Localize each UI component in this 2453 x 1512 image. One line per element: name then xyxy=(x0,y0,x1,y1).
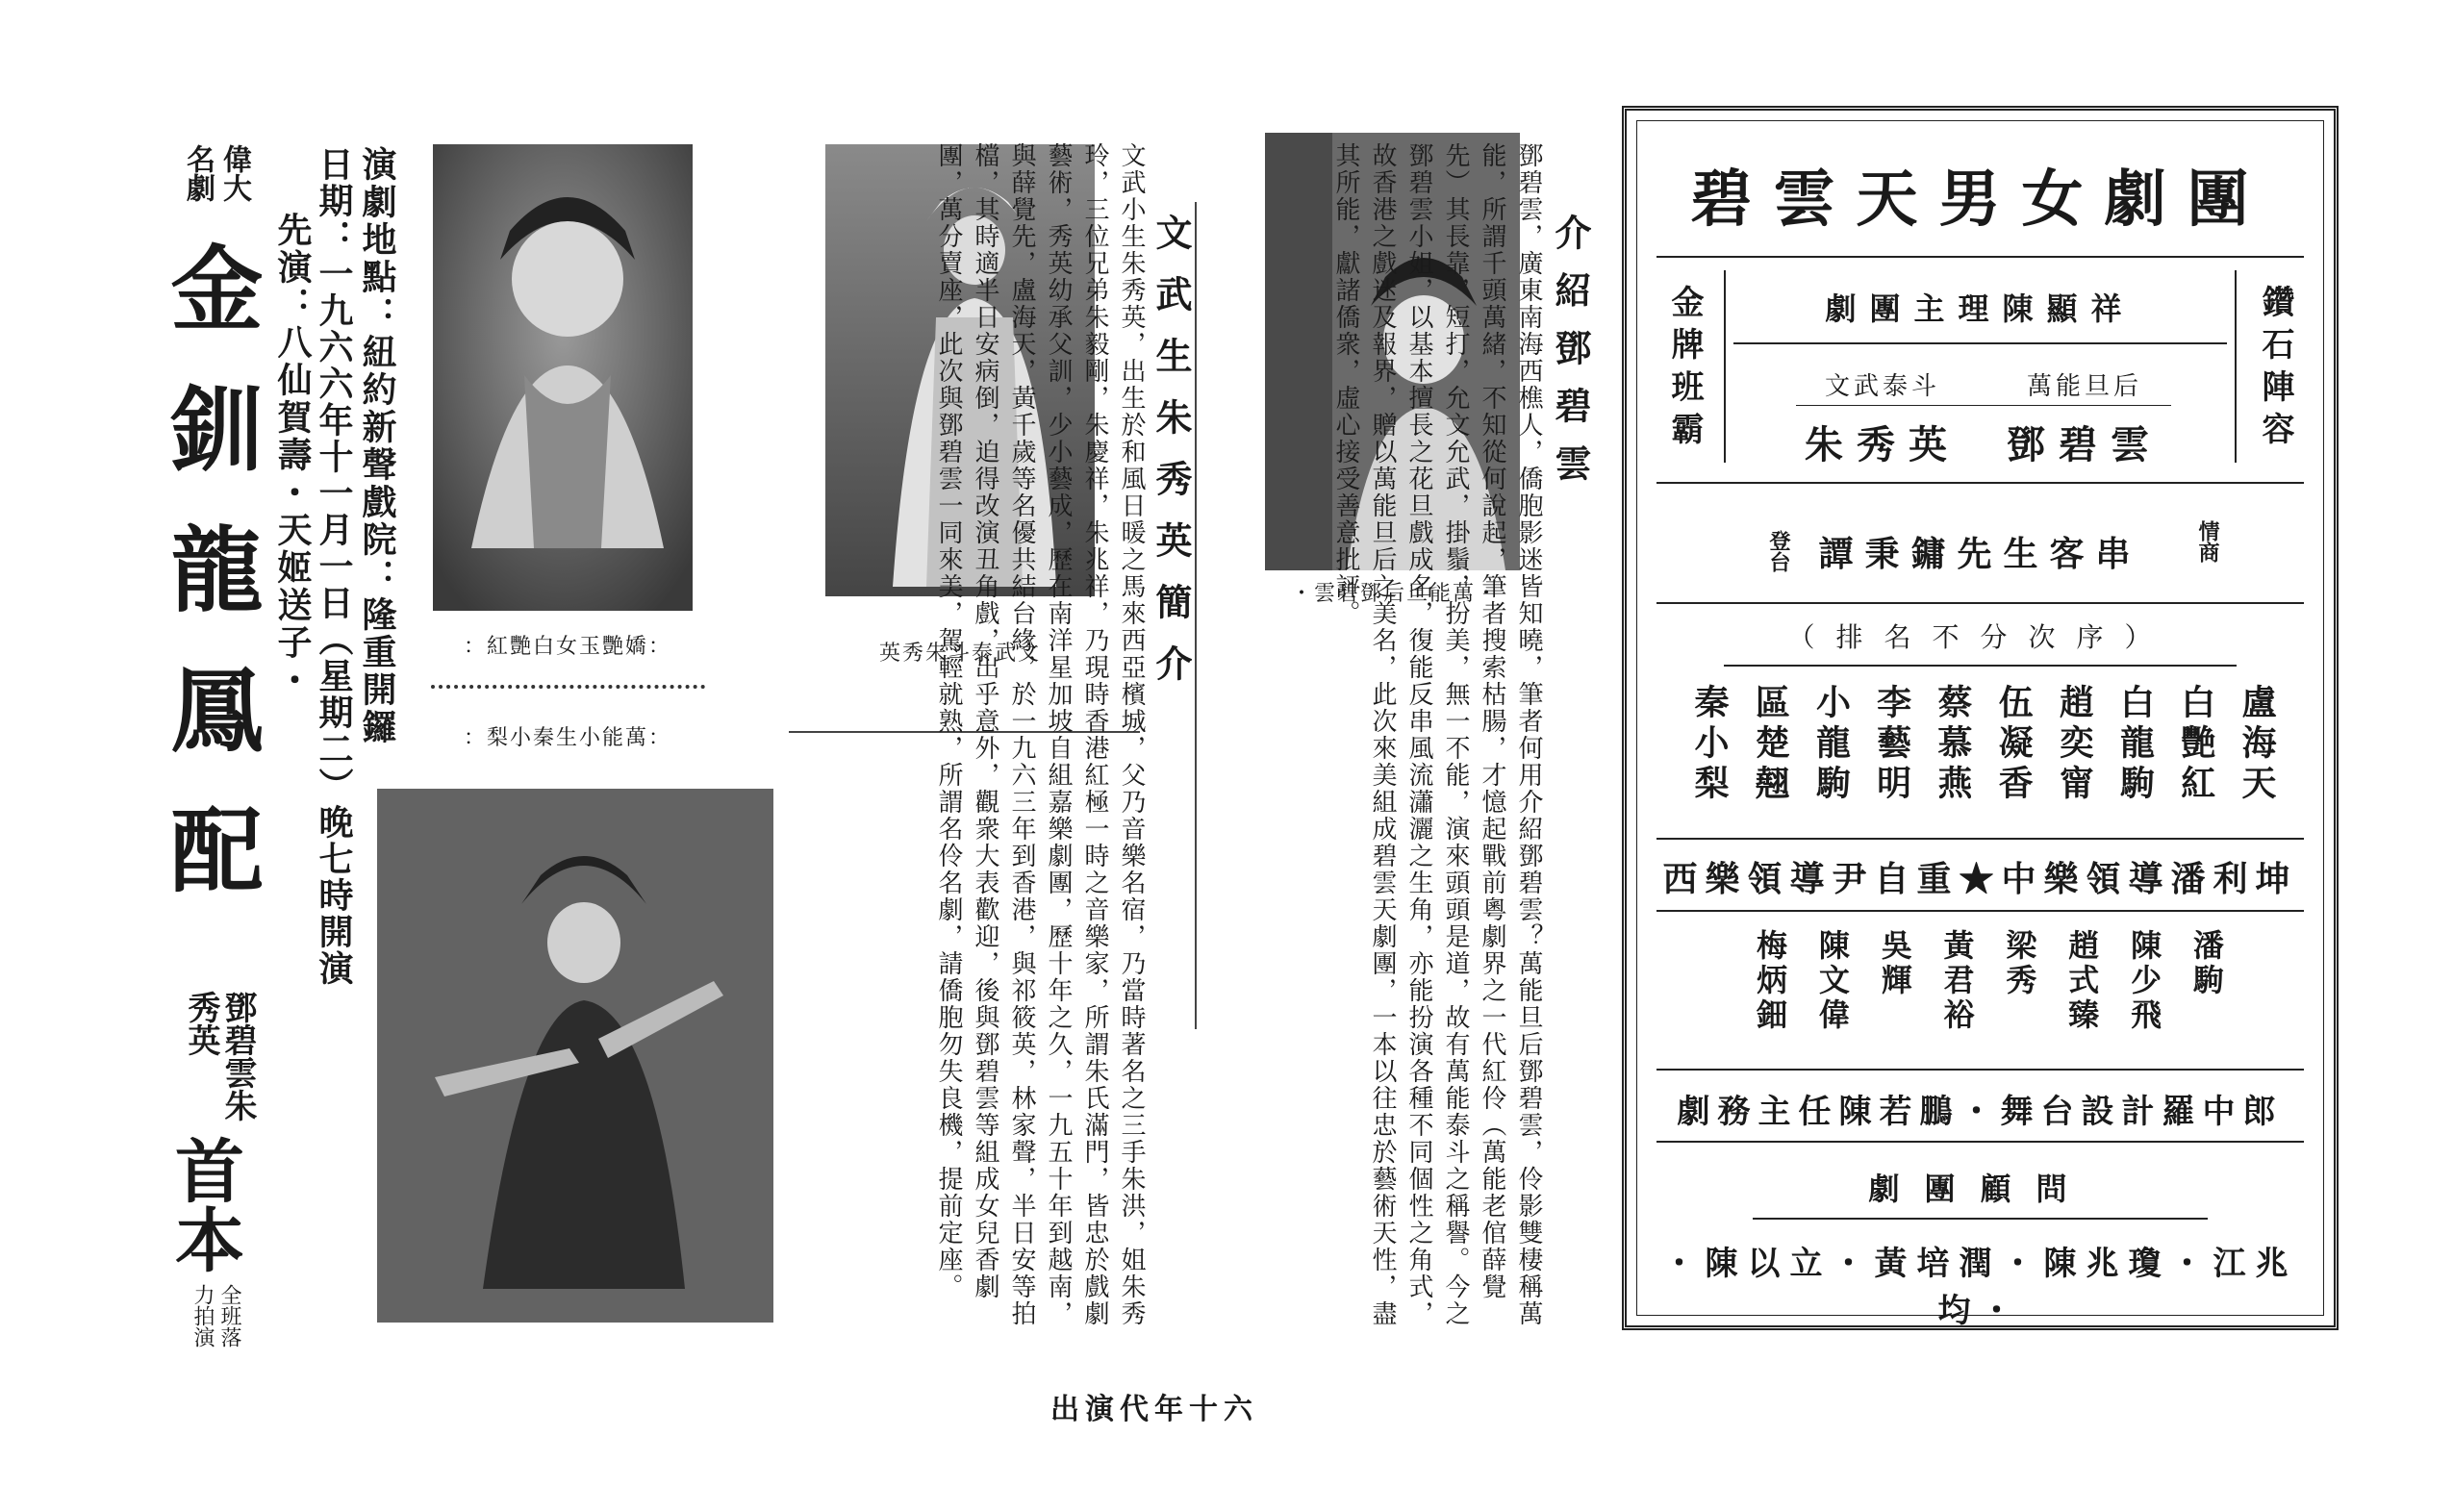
cast-grid xyxy=(1685,684,2282,819)
poster-title: 金釧龍鳳配 xyxy=(156,240,265,943)
rule-4 xyxy=(1656,602,2304,604)
musician: 陳少飛 xyxy=(2126,929,2163,1033)
cast-member: 白艷紅 xyxy=(2175,684,2216,805)
advisors-title: 劇團顧問 xyxy=(1868,1171,2092,1207)
banner-divider-left xyxy=(1724,270,1726,463)
guest-label-top: 情商 xyxy=(2195,520,2220,563)
rule-2 xyxy=(1733,342,2227,344)
advisors-line: ・陳以立・黃培潤・陳兆瓊・江兆均・ xyxy=(1662,1245,2298,1330)
rule-5 xyxy=(1724,665,2237,667)
musician: 梅炳鈿 xyxy=(1752,929,1788,1033)
caption-zhu-xiuying: 英秀朱斗泰武文 xyxy=(878,642,1041,666)
musician: 梁秀 xyxy=(2001,929,2038,998)
caption-qin-xiaoli: ：梨小秦生小能萬： xyxy=(463,726,671,750)
guest-label-bottom: 登台 xyxy=(1766,530,1791,572)
caption-bai-yanhong: ：紅艷白女玉艷嬌： xyxy=(463,635,671,659)
cast-member: 蔡慕燕 xyxy=(1932,684,1973,805)
manager-line: 劇務主任陳若鵬・舞台設計羅中郎 xyxy=(1677,1093,2284,1131)
guest-line: 譚秉鏞先生客串 xyxy=(1818,534,2142,574)
rule-6 xyxy=(1656,838,2304,840)
troupe-panel xyxy=(1622,106,2339,1330)
rule-9 xyxy=(1656,1141,2304,1143)
poster-tagline: 偉大名劇 xyxy=(181,144,251,202)
cast-member: 區楚翹 xyxy=(1750,684,1791,805)
role-divider xyxy=(1796,405,2171,406)
venue-line: 演劇地點：紐約新聲戲院：隆重開鑼 xyxy=(357,146,397,746)
page-caption: 出演代年十六 xyxy=(1050,1393,1258,1426)
zhu-article-title: 文武生朱秀英簡介 xyxy=(1150,214,1193,706)
zhu-article-text: 文武小生朱秀英，出生於和風日暖之馬來西亞檳城，父乃音樂名宿，乃當時著名之三手朱洪，姐朱秀玲，三位兄弟朱毅剛，朱慶祥，朱兆祥，乃現時香港紅極一時之音樂家，所謂朱氏滿門，皆忠於戲劇藝術，秀英幼承父訓，少小藝成，歷在南洋星加坡自組嘉樂劇團，歷十年之久，一九五十年到越南，與薛覺先，盧海天，黃千歲等名優共結台緣，於一九六三年到香港，與祁筱英，林家聲，半日安等拍檔，其時適半日安病倒，迫得改演丑角戲，出乎意外，觀衆大表歡迎，後與鄧碧雲等組成女兒香劇團，萬分賣座，此次與鄧碧雲一同來美，駕輕就熟，所謂名伶名劇，請僑胞勿失良機，提前定座。 xyxy=(934,142,1146,1327)
poster-cast-names: 鄧碧雲朱秀英 xyxy=(182,991,257,1121)
right-banner: 鑽石陣容 xyxy=(2256,285,2294,454)
musician: 陳文偉 xyxy=(1813,929,1851,1033)
troupe-name: 碧雲天男女劇團 xyxy=(1690,164,2270,236)
caption-deng-biyun: ・雲碧鄧后旦能萬・ xyxy=(1290,582,1499,606)
date-line: 日期：一九六六年十一月一日（星期二）晚七時開演 xyxy=(314,146,354,987)
rule-8 xyxy=(1656,1069,2304,1071)
poster-premiere: 首本 xyxy=(164,1135,245,1273)
musician: 趙式臻 xyxy=(2063,929,2101,1033)
role-deng: 萬能旦后 xyxy=(2026,372,2142,401)
photo-divider xyxy=(431,685,705,689)
rule-10 xyxy=(1753,1218,2208,1220)
left-banner: 金牌班霸 xyxy=(1665,285,1704,454)
deng-article-title: 介紹鄧碧雲 xyxy=(1549,214,1592,502)
cast-member: 白龍駒 xyxy=(2114,684,2156,805)
order-note: （排名不分次序） xyxy=(1787,621,2173,653)
cast-member: 趙奕甯 xyxy=(2054,684,2095,805)
cast-member: 秦小梨 xyxy=(1689,684,1730,805)
cast-member: 李藝明 xyxy=(1871,684,1912,805)
music-line: 西樂領導尹自重★中樂領導潘利坤 xyxy=(1662,859,2298,899)
role-zhu: 文武泰斗 xyxy=(1824,372,1940,401)
rule-7 xyxy=(1656,910,2304,912)
musician: 黃君裕 xyxy=(1938,929,1976,1033)
cast-member: 伍凝香 xyxy=(1993,684,2035,805)
rule-3 xyxy=(1656,482,2304,484)
banner-divider-right xyxy=(2235,270,2237,463)
rule-1 xyxy=(1656,256,2304,258)
musician: 吳輝 xyxy=(1876,929,1913,998)
photo-bai-yanhong xyxy=(433,144,693,611)
cast-member: 盧海天 xyxy=(2236,684,2277,805)
opening-line: 先演：八仙賀壽・天姬送子・ xyxy=(272,212,313,699)
director-line: 劇團主理陳顯祥 xyxy=(1825,290,2136,327)
musician: 潘駒 xyxy=(2187,929,2225,998)
star-deng-biyun: 鄧碧雲 xyxy=(2007,422,2162,467)
musicians-grid xyxy=(1748,929,2229,1045)
deng-article-text: 鄧碧雲，廣東南海西樵人，僑胞影迷皆知曉，筆者何用介紹鄧碧雲？萬能旦后鄧碧雲，伶影雙棲稱萬能，所謂千頭萬緒，不知從何說起，筆者搜索枯腸，才憶起戰前粵劇界之一代紅伶（萬能老倌薛覺先）其長靠，短打，允文允武，掛鬚，扮美，無一不能，演來頭頭是道，故有萬能泰斗之稱譽。今之鄧碧雲小姐，以基本擅長之花旦戲成名，復能反串風流瀟灑之生角，亦能扮演各種不同個性之角式，故香港之戲迷及報界，贈以萬能旦后之美名，此次來美組成碧雲天劇團，一本以往忠於藝術天性，盡其所能，獻諸僑衆，虛心接受善意批評。 xyxy=(1331,142,1543,1327)
poster-footer-note: 全班落力拍演 xyxy=(190,1284,241,1348)
star-zhu-xiuying: 朱秀英 xyxy=(1805,422,1960,467)
photo-qin-xiaoli xyxy=(377,789,773,1323)
cast-member: 小龍駒 xyxy=(1810,684,1852,805)
